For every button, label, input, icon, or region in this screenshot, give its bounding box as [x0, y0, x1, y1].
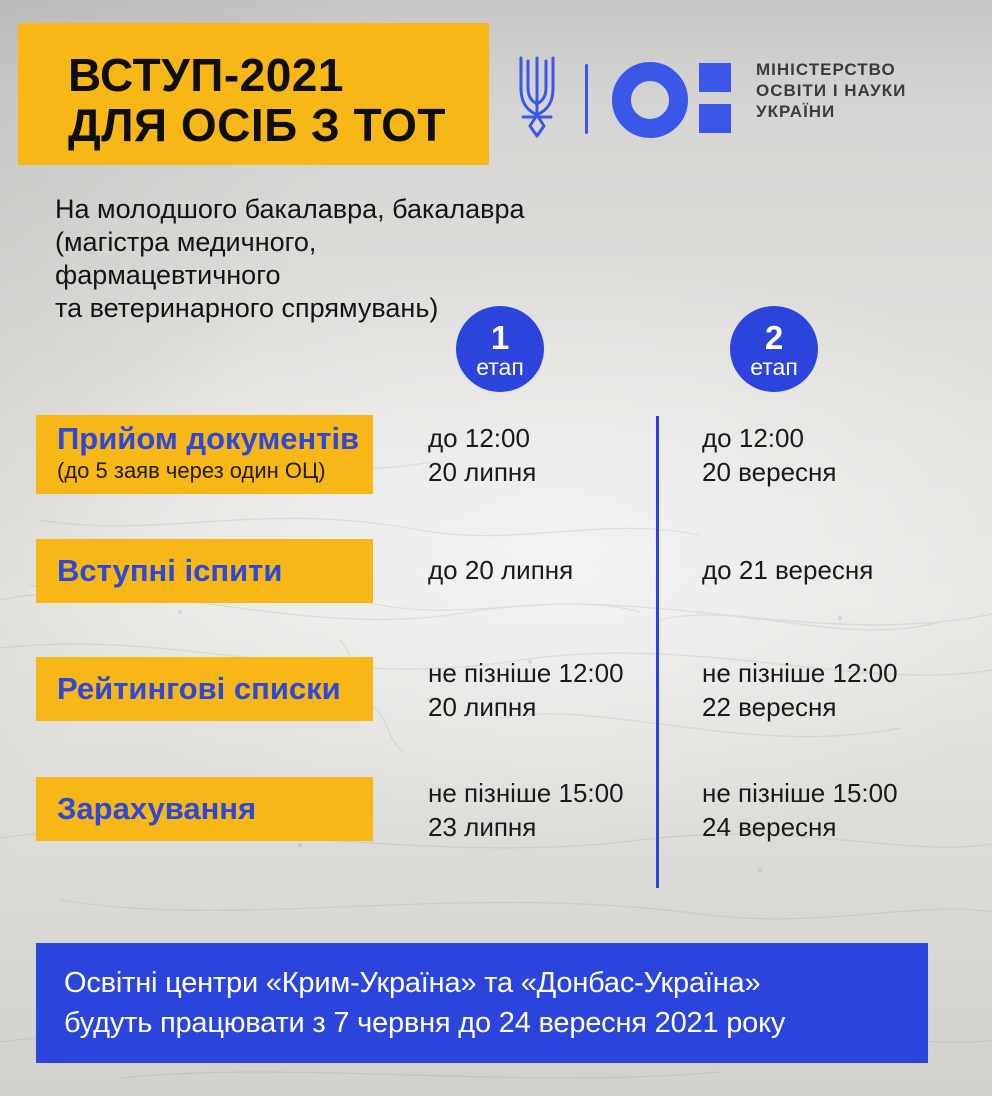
stage-1-number: 1 — [490, 318, 510, 356]
row4-stage2-dates — [702, 776, 898, 844]
row-label: Прийом документів — [57, 421, 360, 456]
stage-2-label: етап — [750, 353, 798, 380]
date-line: не пізніше 12:00 — [702, 658, 898, 688]
row-label-box-exams — [36, 539, 373, 603]
subtitle — [55, 193, 525, 325]
stage-columns-divider — [656, 416, 659, 888]
ministry-logo-ring — [612, 62, 688, 138]
subtitle-line1: На молодшого бакалавра, бакалавра — [55, 194, 525, 224]
row-label-box-enrollment — [36, 777, 373, 841]
ministry-name-line1: МІНІСТЕРСТВО — [756, 60, 896, 79]
stage-2-badge — [730, 306, 818, 392]
date-line: не пізніше 15:00 — [702, 778, 898, 808]
ministry-logo-square-top — [699, 63, 731, 92]
banner-line1: Освітні центри «Крим-Україна» та «Донбас-Україна» — [64, 967, 761, 999]
ministry-name-line3: УКРАЇНИ — [756, 102, 836, 121]
date-line: не пізніше 12:00 — [428, 658, 624, 688]
date-line: 24 вересня — [702, 812, 837, 842]
education-centers-banner — [36, 943, 928, 1063]
row4-stage1-dates — [428, 776, 624, 844]
subtitle-line4: та ветеринарного спрямувань) — [55, 293, 439, 323]
ministry-name-line2: ОСВІТИ І НАУКИ — [756, 81, 907, 100]
date-line: до 21 вересня — [702, 555, 874, 585]
date-line: до 20 липня — [428, 555, 574, 585]
poster-title-line1: ВСТУП-2021 — [68, 49, 344, 101]
row-label: Зарахування — [57, 791, 257, 826]
date-line: 22 вересня — [702, 692, 837, 722]
date-line: не пізніше 15:00 — [428, 778, 624, 808]
poster-title-line2: ДЛЯ ОСІБ З ТОТ — [68, 99, 446, 151]
date-line: 20 вересня — [702, 457, 837, 487]
date-line: до 12:00 — [428, 423, 530, 453]
row1-stage1-dates — [428, 421, 536, 489]
date-line: до 12:00 — [702, 423, 804, 453]
row-label-box-documents — [36, 415, 373, 494]
ministry-logo-square-bottom — [699, 104, 731, 133]
row-note: (до 5 заяв через один ОЦ) — [57, 458, 326, 483]
ministry-name — [756, 59, 906, 122]
row-label-box-rating-lists — [36, 657, 373, 721]
date-line: 20 липня — [428, 692, 537, 722]
row2-stage1-dates — [428, 553, 573, 587]
ukraine-trident-icon — [512, 55, 562, 139]
date-line: 23 липня — [428, 812, 537, 842]
logo-divider — [585, 64, 588, 134]
banner-line2: будуть працювати з 7 червня до 24 вересня 2021 року — [64, 1007, 786, 1039]
date-line: 20 липня — [428, 457, 537, 487]
row3-stage2-dates — [702, 656, 898, 724]
row2-stage2-dates — [702, 553, 873, 587]
stage-1-badge — [456, 306, 544, 392]
stage-2-number: 2 — [764, 318, 784, 356]
subtitle-line2: (магістра медичного, — [55, 227, 317, 257]
row-label: Вступні іспити — [57, 553, 283, 588]
row-label: Рейтингові списки — [57, 671, 341, 706]
row1-stage2-dates — [702, 421, 836, 489]
title-box — [18, 23, 489, 165]
subtitle-line3: фармацевтичного — [55, 260, 281, 290]
row3-stage1-dates — [428, 656, 624, 724]
stage-1-label: етап — [476, 353, 524, 380]
